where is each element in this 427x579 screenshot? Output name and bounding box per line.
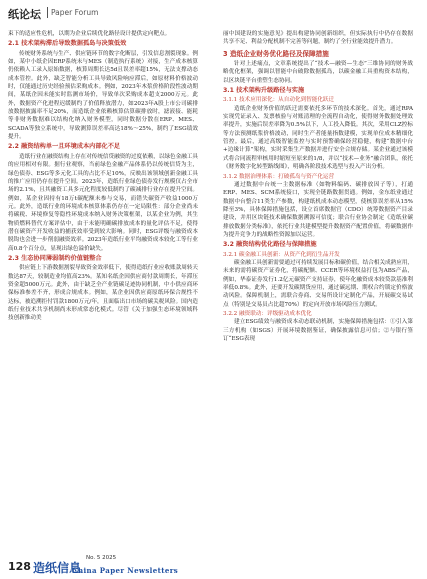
page-number: 128 [8, 560, 31, 573]
paragraph: 造纸企业财务价值的跃迁需要依托多环节的技术深化。首先，通过RPA实现凭证录入、发票核验与对账清理的全流程自动化，使得财务数据处理效率提升，实施后误差率降为0.5%以下，人工投入降低。其次，采用CLZ控标等方法预测纸浆价格波动，同时生产者能量指数建模，实现单位成本精细化管控。最后，通过高级智能监控与实时预警确保经营稳健，构建“数据中台+边缘计算”架构，实时采集生产数据并进行安全合规存储。某企业通过该模式将合同流程审核用时缩短至原来的1/8，并以“技术—业务”融合团队，依托《财务数字化转型路线图》，明确各阶段技术选型与投入产出分析。 [223, 105, 413, 171]
header-title: 纸论坛 [8, 8, 41, 21]
subsection-heading: 2.2 融资结构单一且环境成本内部化不足 [8, 143, 121, 151]
page-footer [0, 556, 427, 579]
paragraph: 建立ESG绩效与融资成本动态联动机制，实施保障措施包括：①引入第三方机构（如SGS）开展环境数据鉴证，确保披露信息可信；②与银行签订“ESG表现 [223, 319, 413, 343]
paragraph: 通过数据中台统一主数据标准（如物料编码、碳排放因子等），打通ERP、MES、SCM系统接口，实现全链路数据贯通。例如，金东纸业通过数据中台整合11类生产参数，构建纸机成本动态模型，使核算误差率从15%降至3%，具体保障措施包括，设立首席数据官（CDO）统筹数据资产目录建设，并用区块链技术确保数据溯源可信度；联合行业协会制定《造纸业碳排放数据分类标准》，依托行业共建模型提升数据资产配置价值，将碳数据作为提升竞争力的战略性资源加以运营。 [223, 181, 413, 238]
subsection-heading: 2.3 生态协同薄弱制约价值链整合 [8, 254, 102, 262]
paragraph: 造纸行业在融资结构上存在对传统信贷融资的过度依赖，以绿色金融工具的应用相对有限。据行业观察，当前绿色金融产品体系仍以传统信贷为主，绿色债券、ESG等多元化工具的占比不足10%，反映出该领域创新金融工具的推广应用仍存在提升空间。2023年，造纸行业绿色债券发行规模仅占全市场的2.1%，且其融资工具多元化程度较低制约了碳减排行业存在提升空间。例如，某企业因持有18万t碳配额未参与交易，而错失碳资产收益1000万元。此外，造纸行业的环境成本核算体系仍存在一定局限性：部分企业尚未将碳税、环境修复等隐性环境成本纳入财务决策框架，以某企业为例，其生物质燃料替代方案评估中，由于未能明确碳排放成本的量化评估不足，使得潜在碳资产开发收益的捕获效率受到较大影响。同时，ESG评级与融资成本脱钩也会进一步削弱融资效率。2023年造纸行业平均融资成本较化工等行业高0.8个百分点，显现出绿色溢价缺失。 [8, 153, 199, 252]
journal-name-en: China Paper Newsletters [72, 566, 179, 575]
paragraph: 丽中国建设的实施意见》提出构建协同创新组织，但实际执行中仍存在数据共享不足、利益分配机制不完善等问题，制约了全行业能效提升潜力。 [223, 31, 413, 46]
subsection-heading: 2.1 技术架构滞后导致数据孤岛与决策低效 [8, 40, 127, 48]
subsubsection-heading: 3.1.1 技术应用深化：从自动化到智能化跃迁 [223, 97, 335, 104]
section-heading: 3 造纸企业财务优化路径及保障措施 [223, 49, 329, 58]
paragraph: 碳金融工具创新需要通过可持续发展目标和碳价值，结合相关成熟应用，未来的需将碳资产证券化，将碳配额、CCER等环境权益打包为ABS产品，例如，华泰证券发行1.2亿元碳资产支持证券，使年化融资成本较贷款基准利率低0.8%。此外，还要开发碳期货应用，通过碳远期、期权合约锁定价格波动风险。保障机制上，需联合券商、交易所设计定制化产品，开展碳交易试点（特别是交易员占比超70%）的定向开放市场风险压力测试。 [223, 259, 414, 308]
paragraph: 供应链上下游数据割裂导致资金效率低下，使得造纸行业应收账款周转天数达87天，较制造业均值高23%。某知名纸企因供应商付款周期长，年滞压资金超5000万元。此外，由于缺乏全产业链碳足迹协同机制，中小供应商环保标准参差不齐，形成合规成本。例如，某企业因供应商原纸环保合规性不达标，被追溯拒付罚款1800万元/年，且面临出口市场的碳关税风险。国内造纸行业技术共享机制尚未形成常态化模式。尽管《关于加强生态环境领域科技创新推动美 [8, 265, 199, 322]
issue-number: No. 5 2025 [86, 555, 117, 561]
right-column [223, 30, 413, 343]
subsubsection-heading: 3.2.2 融资联动：评级驱动成本优化 [223, 311, 312, 317]
subsection-heading: 3.2 融资结构优化路径与保障措施 [223, 241, 317, 249]
subsubsection-heading: 3.2.1 碳金融工具创新：从资产化到衍生品开发 [223, 251, 340, 258]
paragraph: 束下的适应性危机，以期为企业后续优化路径设计提供定向靶点。 [8, 31, 171, 37]
page-header [0, 0, 427, 24]
subsubsection-heading: 3.1.2 数据治理体系：打破孤岛与资产化运营 [223, 173, 335, 180]
paragraph: 针对上述痛点，文章系统提出了“技术—融资—生态”三维协同的财务战略优化框架，强调以智能中台破除数据孤岛，以碳金融工具重构资本结构，以区块链平台重塑生态协同。 [223, 61, 413, 84]
header-divider [47, 7, 48, 18]
left-column [8, 30, 198, 323]
header-section-en: Paper Forum [51, 8, 99, 17]
subsection-heading: 3.1 技术架构升级路径与实施 [223, 87, 305, 95]
journal-logo: 造纸信息 [33, 561, 82, 575]
paragraph: 传统财务系统与生产、供应链环节的数字化断层，引发信息割裂现象。例如，某中小纸企因ERP系统未与MES（制造执行系统）对接，生产成本核算仍依赖人工录入原始数据，核算周期长达5d且误差率超15%，无法支撑动态成本管控。此外，缺乏智能分析工具导致风险响应滞后，如原材料价格波动时，仅能通过历史经验预估采购成本。例如，2023年木浆价格阶段性波动期间，某纸企因未能实时监测市场价，导致单次采购成本超支2000万元。此外，数据资产化进程迟缓制约了价值释放潜力，如2023年A股上市公司碳排放数据披露率不足20%，而造纸企业依赖核算估算碳排放时，滤液接、能耗等非财务数据难以结构化纳入财务模型，同时数据分散在ERP、MES、SCADA等独立系统中，导致测算误差率高达18%～25%，制约了ESG绩效提升。 [8, 50, 199, 141]
